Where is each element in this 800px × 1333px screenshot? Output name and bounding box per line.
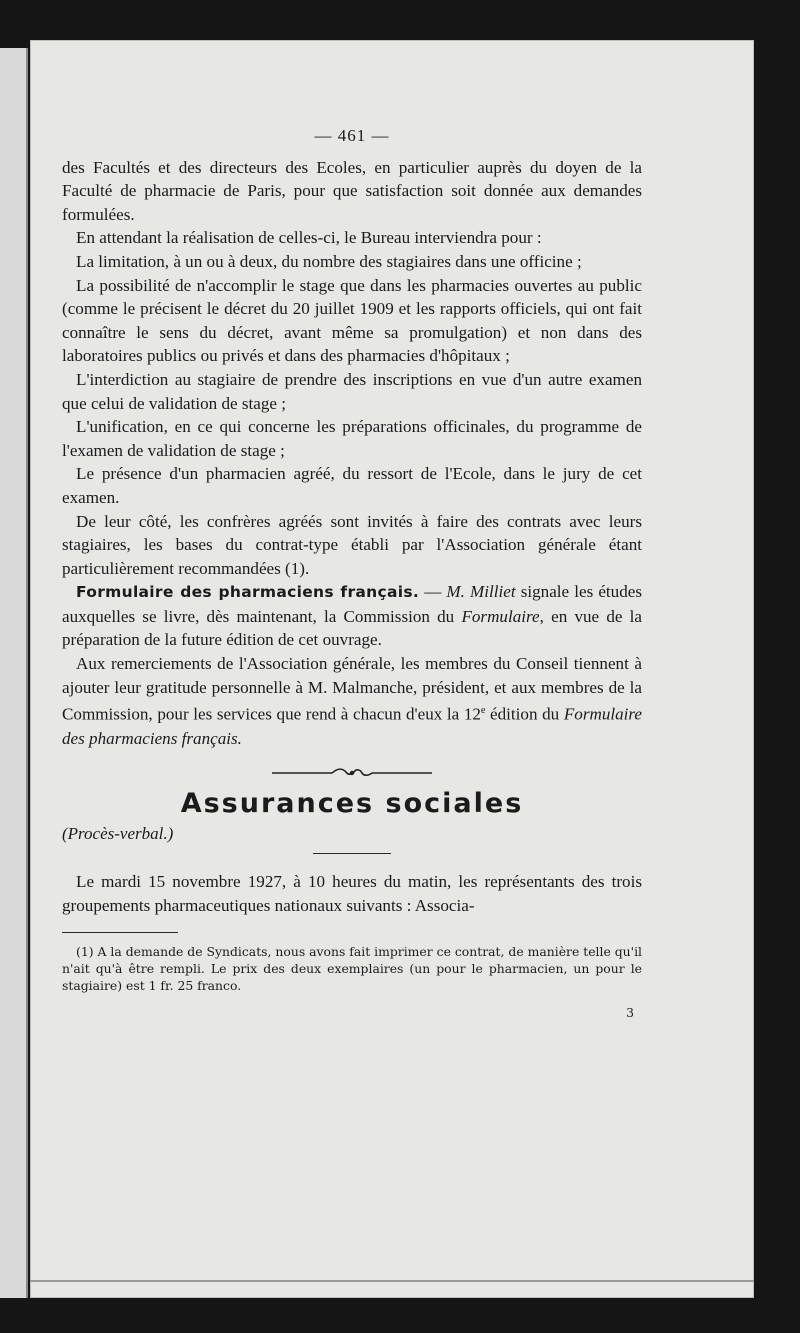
paragraph-possibilite: La possibilité de n'accomplir le stage que dans les pharmacies ouvertes au public (comme le précisent le décret du 20 juillet 1909 et les rapports officiels, qui ont fait connaître le sens du décret, avant même sa promulgation) et non dans des laboratoires publics ou privés et dans des pharmacies d'hôpitaux ; xyxy=(62,275,642,366)
paragraph-contrats: De leur côté, les confrères agréés sont invités à faire des contrats avec leurs stagiaires, les bases du contrat-type établi par l'Association générale étant particulièrement recommandées (1). xyxy=(62,511,642,578)
remerciements-text-1: Aux remerciements de l'Association générale, les membres du Conseil tiennent à ajouter leur gratitude personnelle à M. Malmanche, président, et aux membres de la Commission, pour les services que rend à chacun d'eux la 12 xyxy=(62,654,642,724)
paragraph-intro: Le mardi 15 novembre 1927, à 10 heures du matin, les représentants des trois groupements pharmaceutiques nationaux suivants : Associa- xyxy=(62,872,642,915)
paragraph-unification: L'unification, en ce qui concerne les préparations officinales, du programme de l'examen de validation de stage ; xyxy=(62,417,642,460)
ornament-divider-icon xyxy=(272,766,432,780)
page-bottom-edge xyxy=(30,1280,754,1282)
formulaire-text-1: signale les études auxquelles se livre, dès maintenant, la Commission du xyxy=(62,582,643,626)
page-content xyxy=(62,124,642,1024)
paragraph-formulaire xyxy=(62,580,642,652)
section-subtitle: (Procès-verbal.) xyxy=(62,823,174,843)
page-number: — 461 — xyxy=(314,126,390,145)
title-rule xyxy=(313,853,391,854)
footnote: (1) A la demande de Syndicats, nous avons fait imprimer ce contrat, de manière telle qu'il n'ait qu'à être rempli. Le prix des deux exemplaires (un pour le pharmacien, un pour le stagiaire) est 1 fr. 25 franco. xyxy=(62,943,642,994)
paragraph-presence: Le présence d'un pharmacien agréé, du ressort de l'Ecole, dans le jury de cet examen. xyxy=(62,464,642,507)
formulaire-heading: Formulaire des pharmaciens français. xyxy=(76,583,420,602)
section-title: Assurances sociales xyxy=(180,788,524,820)
paragraph-continuation: des Facultés et des directeurs des Ecoles, en particulier auprès du doyen de la Faculté de pharmacie de Paris, pour que satisfaction soit donnée aux demandes formulées. xyxy=(62,157,642,224)
remerciements-text-2: édition du xyxy=(485,704,564,724)
paragraph-limitation: La limitation, à un ou à deux, du nombre des stagiaires dans une officine ; xyxy=(76,251,582,271)
remerciements-italic-title: Formulaire des pharmaciens français. xyxy=(62,704,643,748)
footnote-rule xyxy=(62,932,178,933)
paragraph-interdiction: L'interdiction au stagiaire de prendre des inscriptions en vue d'un autre examen que celui de validation de stage ; xyxy=(62,369,642,413)
signature-mark: 3 xyxy=(626,1004,634,1020)
paragraph-bureau: En attendant la réalisation de celles-ci, le Bureau interviendra pour : xyxy=(76,228,542,248)
formulaire-dash: — xyxy=(419,582,447,602)
formulaire-person: M. Milliet xyxy=(446,582,516,602)
paragraph-remerciements xyxy=(62,652,642,750)
remerciements-superscript: e xyxy=(480,705,486,717)
formulaire-text-2: , en vue de la préparation de la future édition de cet ouvrage. xyxy=(62,606,642,650)
formulaire-italic-title: Formulaire xyxy=(461,606,540,626)
facing-page-edge xyxy=(0,48,28,1298)
